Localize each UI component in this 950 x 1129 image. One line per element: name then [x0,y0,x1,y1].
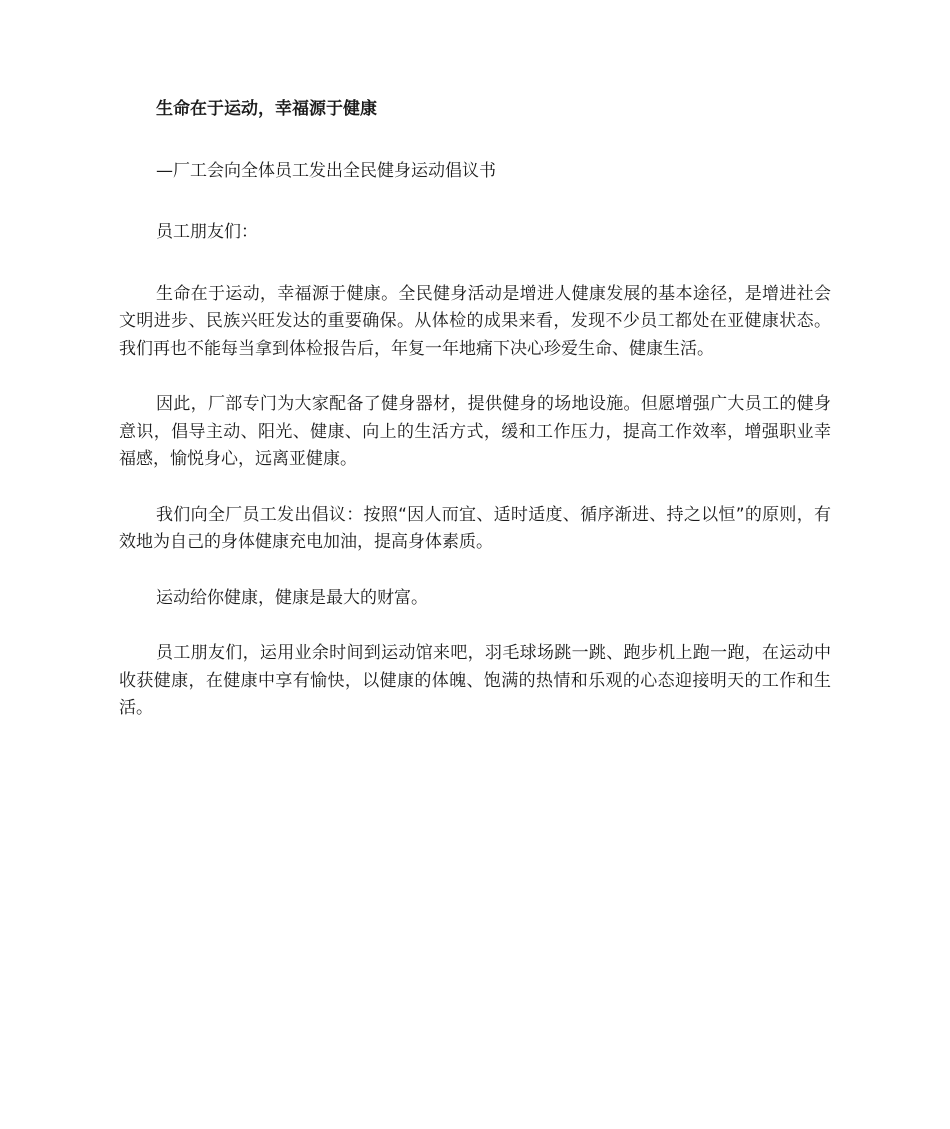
paragraph-1: 生命在于运动，幸福源于健康。全民健身活动是增进人健康发展的基本途径，是增进社会文明进步、民族兴旺发达的重要确保。从体检的成果来看，发现不少员工都处在亚健康状态。我们再也不能每当拿到体检报告后，年复一年地痛下决心珍爱生命、健康生活。 [119,283,831,359]
paragraph-2: 因此，厂部专门为大家配备了健身器材，提供健身的场地设施。但愿增强广大员工的健身意识，倡导主动、阳光、健康、向上的生活方式，缓和工作压力，提高工作效率，增强职业幸福感，愉悦身心，远离亚健康。 [119,394,831,469]
paragraph-3: 我们向全厂员工发出倡议：按照“因人而宜、适时适度、循序渐进、持之以恒”的原则，有效地为自己的身体健康充电加油，提高身体素质。 [119,504,831,552]
paragraph-5: 员工朋友们，运用业余时间到运动馆来吧，羽毛球场跳一跳、跑步机上跑一跑，在运动中收获健康，在健康中享有愉快，以健康的体魄、饱满的热情和乐观的心态迎接明天的工作和生活。 [119,643,831,718]
document-title: 生命在于运动，幸福源于健康 [156,99,377,119]
greeting: 员工朋友们： [156,222,258,242]
document-page [119,96,831,751]
paragraph-4: 运动给你健康，健康是最大的财富。 [156,587,428,608]
document-subtitle: —厂工会向全体员工发出全民健身运动倡议书 [156,160,496,181]
